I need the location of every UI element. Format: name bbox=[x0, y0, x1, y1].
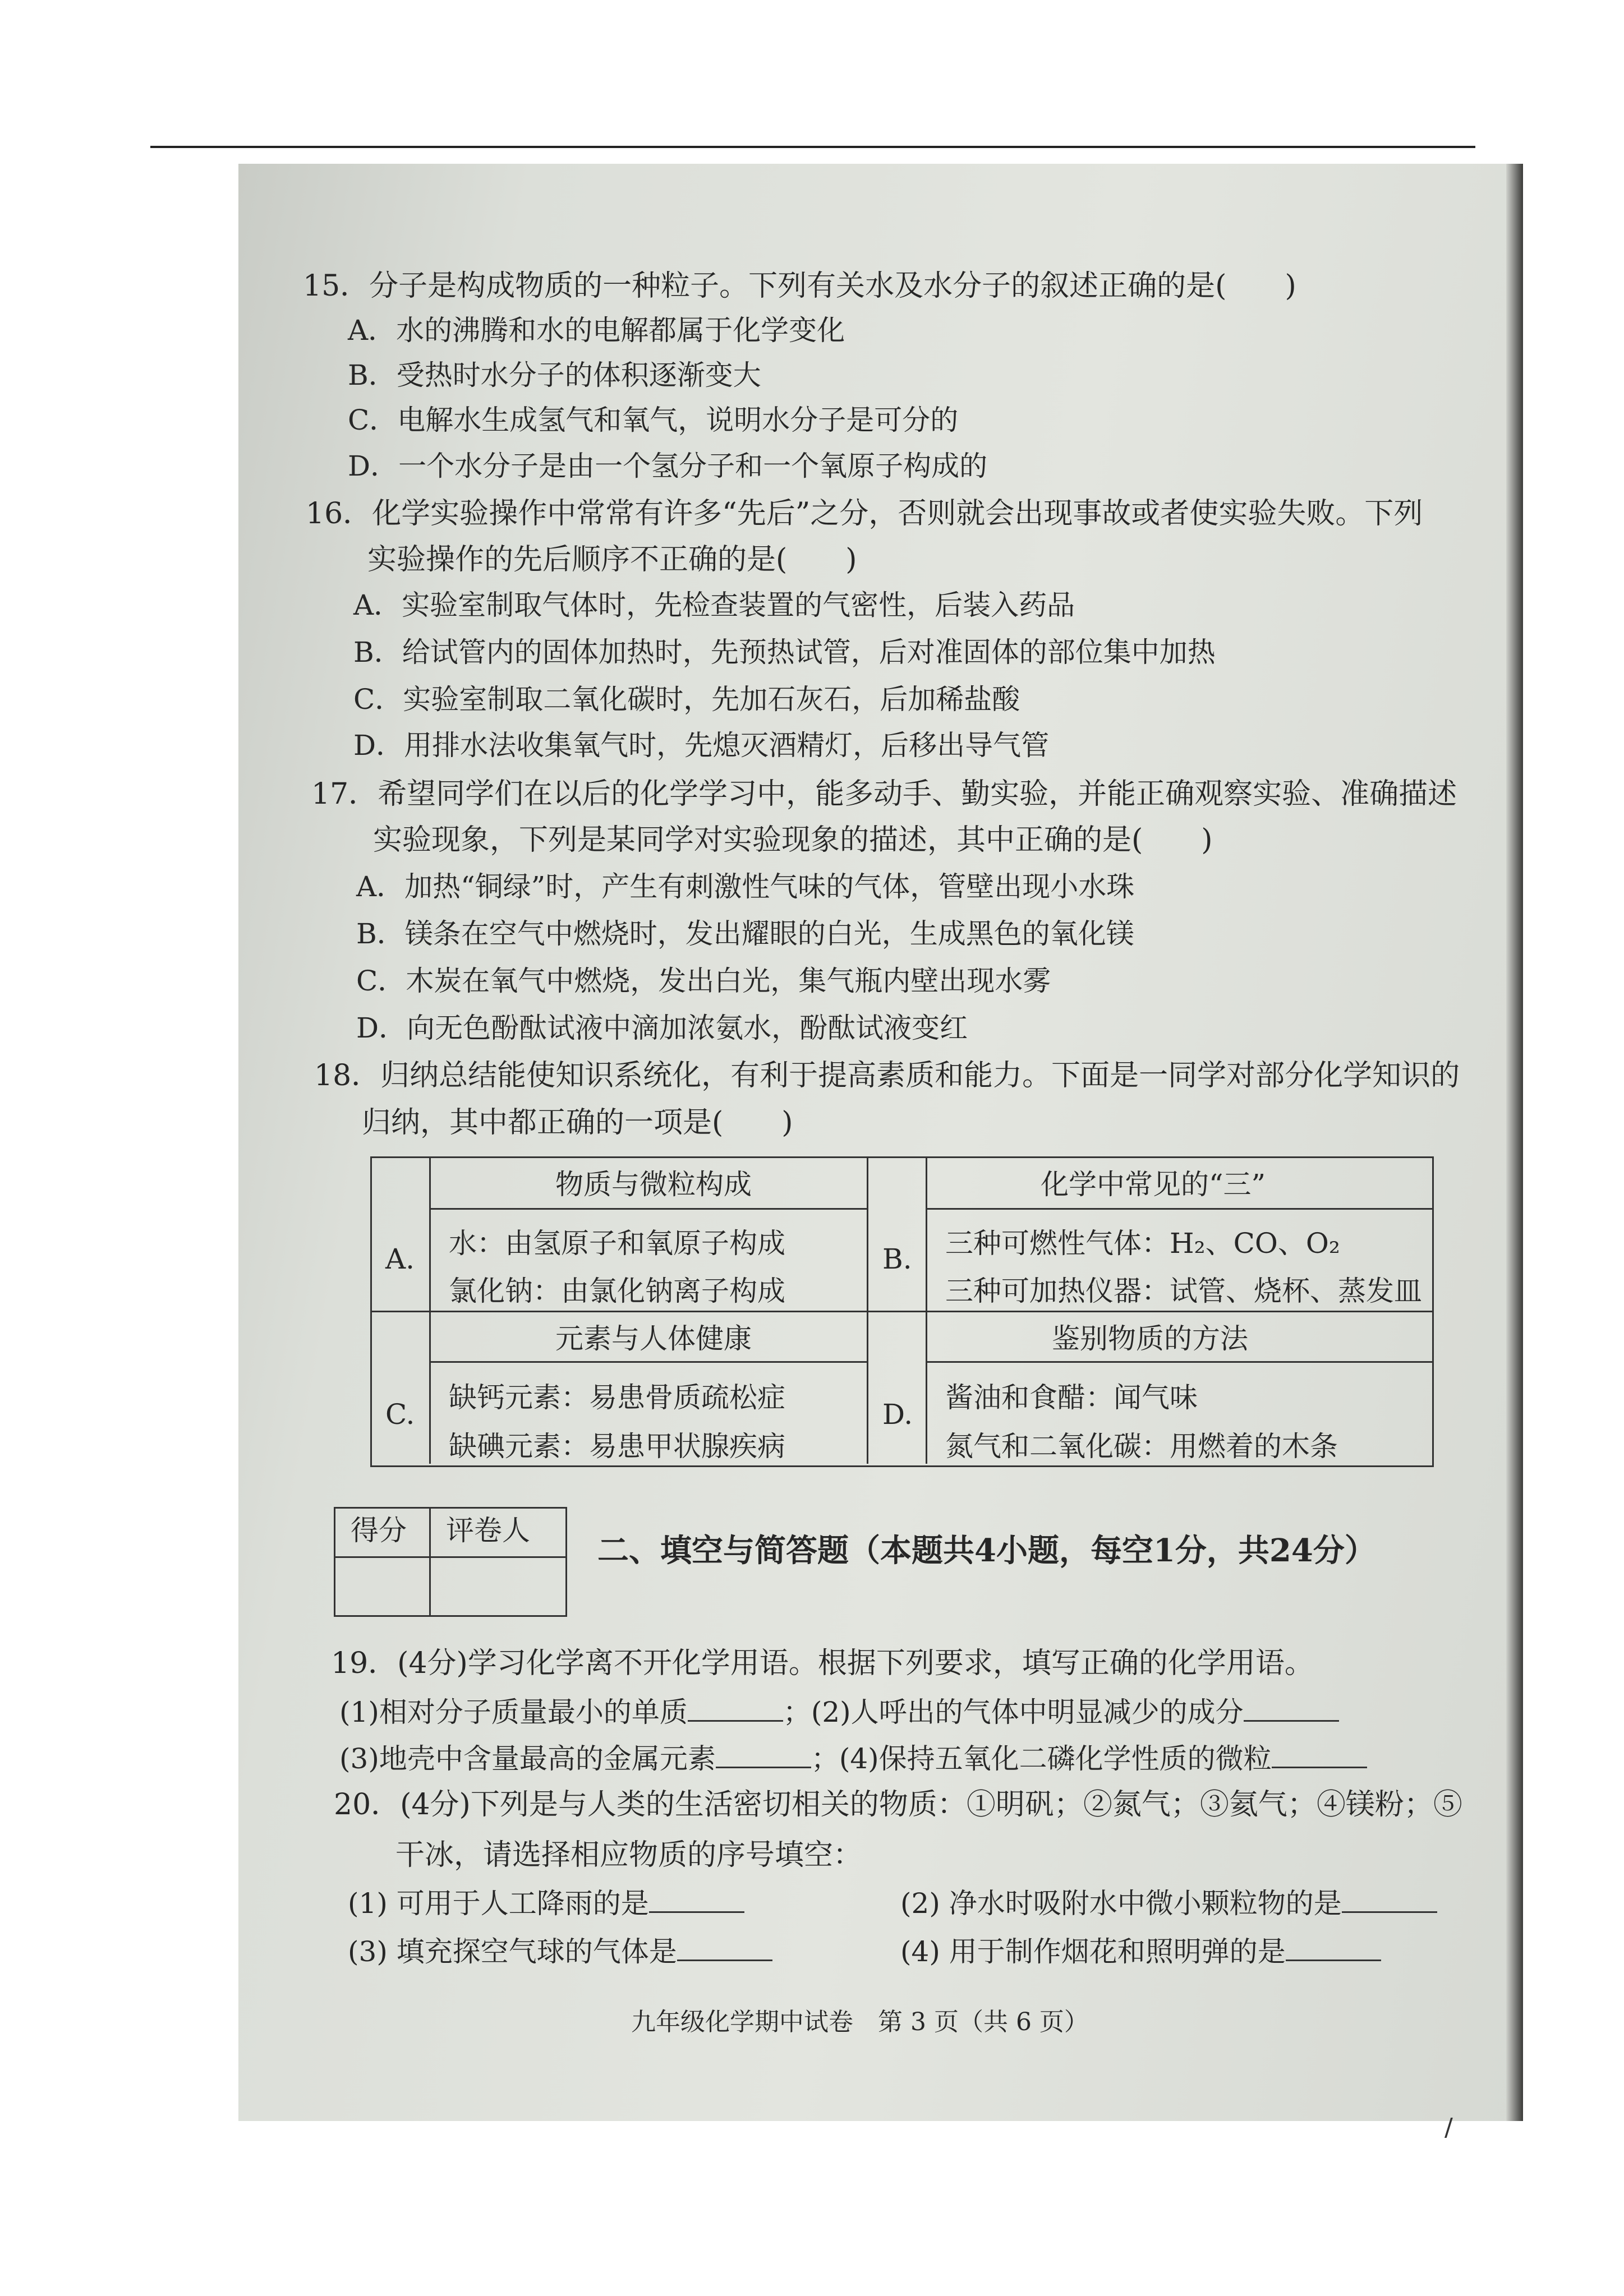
q16-option-b: B．给试管内的固体加热时，先预热试管，后对准固体的部位集中加热 bbox=[353, 636, 1216, 668]
q20-part-4-label: (4) 用于制作烟花和照明弹的是 bbox=[900, 1935, 1286, 1968]
q18-b-title: 化学中常见的“三” bbox=[1041, 1168, 1266, 1201]
q19-part-3 bbox=[339, 1744, 1367, 1773]
q19-answer-blank-3[interactable] bbox=[716, 1744, 811, 1768]
q17-stem-line1: 17．希望同学们在以后的化学学习中，能多动手、勤实验，并能正确观察实验、准确描述 bbox=[311, 777, 1457, 811]
page-footer: 九年级化学期中试卷 第 3 页（共 6 页） bbox=[631, 2008, 1089, 2036]
q18-table-title-rule bbox=[429, 1208, 867, 1210]
q18-d-title: 鉴别物质的方法 bbox=[1052, 1322, 1248, 1355]
grader-label: 评卷人 bbox=[446, 1514, 530, 1547]
q16-stem-line2: 实验操作的先后顺序不正确的是( ) bbox=[367, 543, 857, 577]
score-box-rule bbox=[334, 1556, 565, 1558]
q19-answer-blank-1[interactable] bbox=[688, 1698, 783, 1722]
q20-answer-blank-4[interactable] bbox=[1286, 1937, 1381, 1961]
q15-option-b: B．受热时水分子的体积逐渐变大 bbox=[348, 359, 761, 391]
q19-part-4-label: ；(4)保持五氧化二磷化学性质的微粒 bbox=[811, 1742, 1272, 1775]
q18-a-line1: 水：由氢原子和氧原子构成 bbox=[449, 1227, 785, 1260]
section-2-heading: 二、填空与简答题（本题共4小题，每空1分，共24分） bbox=[597, 1532, 1376, 1569]
q19-answer-blank-4[interactable] bbox=[1272, 1744, 1367, 1768]
q17-option-c: C．木炭在氧气中燃烧，发出白光，集气瓶内壁出现水雾 bbox=[356, 965, 1051, 997]
q15-stem: 15．分子是构成物质的一种粒子。下列有关水及水分子的叙述正确的是( ) bbox=[303, 269, 1296, 303]
q20-answer-blank-3[interactable] bbox=[677, 1937, 772, 1961]
q18-b-line2: 三种可加热仪器：试管、烧杯、蒸发皿 bbox=[945, 1275, 1422, 1307]
q15-option-a: A．水的沸腾和水的电解都属于化学变化 bbox=[348, 314, 845, 347]
q16-option-a: A．实验室制取气体时，先检查装置的气密性，后装入药品 bbox=[353, 589, 1075, 621]
q18-c-line1: 缺钙元素：易患骨质疏松症 bbox=[449, 1381, 785, 1414]
q19-answer-blank-2[interactable] bbox=[1244, 1698, 1339, 1722]
q15-option-c: C．电解水生成氢气和氧气，说明水分子是可分的 bbox=[348, 404, 959, 436]
q20-part-3 bbox=[348, 1937, 772, 1966]
q16-option-d: D．用排水法收集氧气时，先熄灭酒精灯，后移出导气管 bbox=[353, 729, 1050, 762]
q18-table-divider bbox=[926, 1156, 927, 1464]
q18-c-letter: C. bbox=[385, 1398, 415, 1431]
q18-c-line2: 缺碘元素：易患甲状腺疾病 bbox=[449, 1430, 785, 1463]
score-label: 得分 bbox=[351, 1514, 407, 1547]
q18-a-title: 物质与微粒构成 bbox=[555, 1168, 752, 1201]
q18-table-title-rule bbox=[429, 1361, 867, 1363]
top-rule bbox=[150, 146, 1475, 148]
q15-option-d: D．一个水分子是由一个氢分子和一个氧原子构成的 bbox=[348, 450, 988, 482]
q16-stem-line1: 16．化学实验操作中常常有许多“先后”之分，否则就会出现事故或者使实验失败。下列 bbox=[306, 497, 1423, 531]
q19-part-3-label: (3)地壳中含量最高的金属元素 bbox=[339, 1742, 716, 1775]
q18-d-line1: 酱油和食醋：闻气味 bbox=[945, 1381, 1198, 1414]
q19-part-1-label: (1)相对分子质量最小的单质 bbox=[339, 1696, 688, 1728]
edge-mark: / bbox=[1444, 2113, 1453, 2142]
q19-part-2-label: ；(2)人呼出的气体中明显减少的成分 bbox=[783, 1696, 1244, 1728]
q18-stem-line1: 18．归纳总结能使知识系统化，有利于提高素质和能力。下面是一同学对部分化学知识的 bbox=[314, 1059, 1460, 1092]
q19-stem: 19．(4分)学习化学离不开化学用语。根据下列要求，填写正确的化学用语。 bbox=[331, 1647, 1314, 1680]
q18-c-title: 元素与人体健康 bbox=[555, 1322, 752, 1355]
q20-answer-blank-1[interactable] bbox=[649, 1889, 744, 1913]
q18-d-line2: 氮气和二氧化碳：用燃着的木条 bbox=[945, 1430, 1338, 1463]
q18-table-title-rule bbox=[926, 1361, 1432, 1363]
q20-stem-line1: 20．(4分)下列是与人类的生活密切相关的物质：①明矾；②氮气；③氦气；④镁粉；⑤ bbox=[334, 1788, 1462, 1822]
q20-part-1-label: (1) 可用于人工降雨的是 bbox=[348, 1887, 649, 1920]
q20-part-4 bbox=[900, 1937, 1381, 1966]
q18-a-line2: 氯化钠：由氯化钠离子构成 bbox=[449, 1275, 785, 1307]
q17-option-a: A．加热“铜绿”时，产生有刺激性气味的气体，管壁出现小水珠 bbox=[356, 870, 1135, 903]
q18-table-mid-rule bbox=[370, 1311, 1432, 1312]
q20-part-3-label: (3) 填充探空气球的气体是 bbox=[348, 1935, 677, 1968]
q18-b-letter: B. bbox=[882, 1243, 912, 1275]
q20-part-1 bbox=[348, 1887, 744, 1920]
q20-part-2 bbox=[900, 1887, 1437, 1920]
q18-d-letter: D. bbox=[882, 1398, 913, 1431]
scanned-exam-page bbox=[238, 164, 1523, 2121]
q18-stem-line2: 归纳，其中都正确的一项是( ) bbox=[362, 1106, 793, 1140]
q20-answer-blank-2[interactable] bbox=[1342, 1889, 1437, 1913]
q18-table-divider bbox=[429, 1156, 431, 1464]
q17-option-d: D．向无色酚酞试液中滴加浓氨水，酚酞试液变红 bbox=[356, 1012, 968, 1044]
q19-part-1 bbox=[339, 1698, 1339, 1726]
q18-b-line1: 三种可燃性气体：H₂、CO、O₂ bbox=[945, 1227, 1340, 1260]
q16-option-c: C．实验室制取二氧化碳时，先加石灰石，后加稀盐酸 bbox=[353, 683, 1020, 716]
q20-stem-line2: 干冰，请选择相应物质的序号填空： bbox=[395, 1838, 863, 1872]
q18-table-divider bbox=[867, 1156, 868, 1464]
photo-shadow-edge bbox=[1506, 164, 1523, 2121]
score-box-divider bbox=[429, 1507, 431, 1615]
q17-option-b: B．镁条在空气中燃烧时，发出耀眼的白光，生成黑色的氧化镁 bbox=[356, 918, 1134, 950]
q18-a-letter: A. bbox=[385, 1243, 415, 1275]
q20-part-2-label: (2) 净水时吸附水中微小颗粒物的是 bbox=[900, 1887, 1342, 1920]
q17-stem-line2: 实验现象，下列是某同学对实验现象的描述，其中正确的是( ) bbox=[373, 823, 1213, 857]
q18-table-title-rule bbox=[926, 1208, 1432, 1210]
